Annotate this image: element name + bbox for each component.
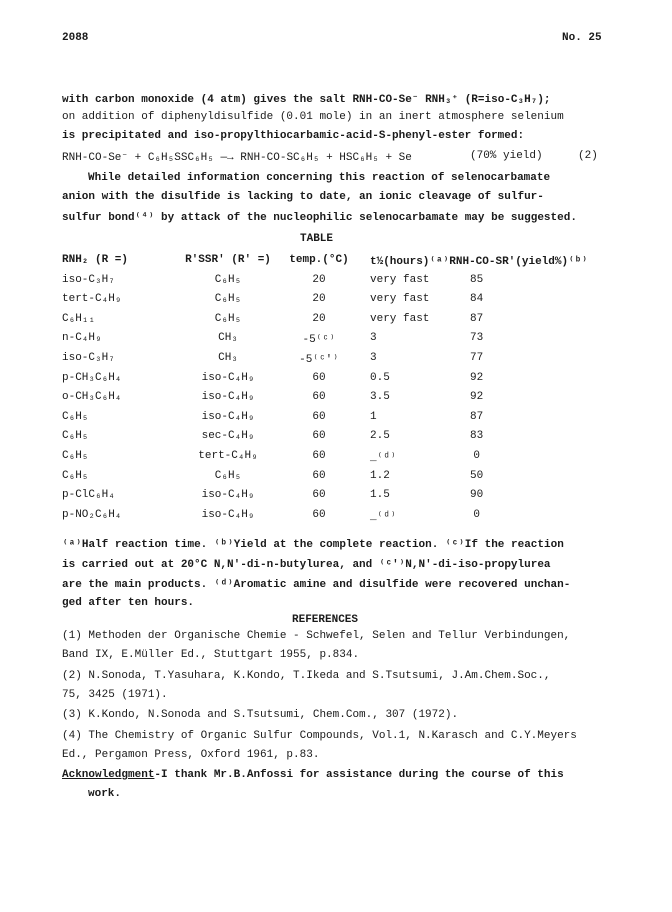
reference-1b: Band IX, E.Müller Ed., Stuttgart 1955, p.834. bbox=[62, 649, 360, 661]
equation-yield: (70% yield) bbox=[470, 150, 543, 162]
cell-disulfide: C₆H₅ bbox=[214, 469, 242, 482]
cell-amine: tert-C₄H₉ bbox=[62, 293, 122, 306]
cell-disulfide: tert-C₄H₉ bbox=[198, 449, 258, 462]
table-row bbox=[62, 509, 622, 529]
reference-4b: Ed., Pergamon Press, Oxford 1961, p.83. bbox=[62, 749, 320, 761]
issue-number: No. 25 bbox=[562, 32, 602, 44]
cell-half-time: very fast bbox=[370, 312, 430, 325]
paragraph-line-1: While detailed information concerning this reaction of selenocarbamate bbox=[88, 172, 551, 184]
cell-half-time: 1.2 bbox=[370, 469, 390, 482]
header-yield: RNH-CO-SR'(yield%)⁽ᵇ⁾ bbox=[449, 256, 588, 268]
intro-line-2: on addition of diphenyldisulfide (0.01 mole) in an inert atmosphere selenium bbox=[62, 111, 564, 123]
cell-amine: p-CH₃C₆H₄ bbox=[62, 371, 122, 384]
cell-half-time: very fast bbox=[370, 293, 430, 306]
cell-disulfide: iso-C₄H₉ bbox=[201, 371, 255, 384]
paragraph-line-2: anion with the disulfide is lacking to date, an ionic cleavage of sulfur- bbox=[62, 191, 544, 203]
table-row bbox=[62, 450, 622, 470]
cell-temp: 60 bbox=[312, 489, 326, 502]
cell-disulfide: sec-C₄H₉ bbox=[201, 430, 255, 443]
table-header-row bbox=[62, 254, 622, 274]
table-row bbox=[62, 274, 622, 294]
cell-temp: 20 bbox=[312, 312, 326, 325]
cell-temp: 60 bbox=[312, 469, 326, 482]
cell-yield: 87 bbox=[470, 410, 484, 423]
cell-half-time: very fast bbox=[370, 273, 430, 286]
cell-yield: 92 bbox=[470, 371, 484, 384]
cell-yield: 87 bbox=[470, 312, 484, 325]
cell-yield: 85 bbox=[470, 273, 484, 286]
results-table bbox=[62, 254, 622, 528]
cell-half-time: 3.5 bbox=[370, 391, 390, 404]
cell-yield: 92 bbox=[470, 391, 484, 404]
cell-temp: 20 bbox=[312, 273, 326, 286]
cell-amine: o-CH₃C₆H₄ bbox=[62, 391, 122, 404]
cell-yield: 73 bbox=[470, 332, 484, 345]
header-temp: temp.(°C) bbox=[289, 254, 349, 266]
cell-temp: 20 bbox=[312, 293, 326, 306]
header-disulfide: R'SSR' (R' =) bbox=[185, 254, 271, 266]
cell-amine: C₆H₅ bbox=[62, 469, 89, 482]
cell-half-time: _⁽ᵈ⁾ bbox=[370, 451, 397, 464]
cell-temp: -5⁽ᶜ'⁾ bbox=[299, 353, 339, 366]
table-row bbox=[62, 470, 622, 490]
acknowledgment-text: -I thank Mr.B.Anfossi for assistance during the course of this bbox=[154, 769, 564, 781]
table-title: TABLE bbox=[300, 233, 334, 245]
reference-2a: (2) N.Sonoda, T.Yasuhara, K.Kondo, T.Ikeda and S.Tsutsumi, J.Am.Chem.Soc., bbox=[62, 670, 551, 682]
cell-amine: C₆H₅ bbox=[62, 449, 89, 462]
cell-yield: 83 bbox=[470, 430, 484, 443]
paragraph-line-3: sulfur bond⁽⁴⁾ by attack of the nucleophilic selenocarbamate may be suggested. bbox=[62, 212, 577, 224]
footnote-line-3: are the main products. ⁽ᵈ⁾Aromatic amine and disulfide were recovered unchan- bbox=[62, 579, 571, 591]
cell-half-time: _⁽ᵈ⁾ bbox=[370, 510, 397, 523]
cell-yield: 84 bbox=[470, 293, 484, 306]
cell-temp: 60 bbox=[312, 410, 326, 423]
cell-disulfide: C₆H₅ bbox=[214, 293, 242, 306]
cell-disulfide: iso-C₄H₉ bbox=[201, 489, 255, 502]
cell-disulfide: C₆H₅ bbox=[214, 273, 242, 286]
table-row bbox=[62, 489, 622, 509]
acknowledgment bbox=[62, 769, 564, 781]
cell-temp: 60 bbox=[312, 449, 326, 462]
cell-temp: -5⁽ᶜ⁾ bbox=[302, 334, 336, 347]
reference-3: (3) K.Kondo, N.Sonoda and S.Tsutsumi, Chem.Com., 307 (1972). bbox=[62, 709, 459, 721]
equation-number: (2) bbox=[578, 150, 598, 162]
cell-temp: 60 bbox=[312, 391, 326, 404]
equation: RNH-CO-Se⁻ + C₆H₅SSC₆H₅ —→ RNH-CO-SC₆H₅ + HSC₆H₅ + Se bbox=[62, 152, 412, 164]
reference-1a: (1) Methoden der Organische Chemie - Schwefel, Selen and Tellur Verbindungen, bbox=[62, 630, 571, 642]
cell-amine: p-ClC₆H₄ bbox=[62, 489, 115, 502]
cell-yield: 0 bbox=[473, 508, 480, 521]
cell-disulfide: C₆H₅ bbox=[214, 312, 242, 325]
cell-disulfide: iso-C₄H₉ bbox=[201, 410, 255, 423]
table-row bbox=[62, 372, 622, 392]
cell-disulfide: iso-C₄H₉ bbox=[201, 391, 255, 404]
table-row bbox=[62, 313, 622, 333]
table-row bbox=[62, 332, 622, 352]
cell-half-time: 3 bbox=[370, 332, 377, 345]
cell-half-time: 1 bbox=[370, 410, 377, 423]
cell-half-time: 0.5 bbox=[370, 371, 390, 384]
table-row bbox=[62, 293, 622, 313]
reference-4a: (4) The Chemistry of Organic Sulfur Compounds, Vol.1, N.Karasch and C.Y.Meyers bbox=[62, 730, 577, 742]
footnote-line-4: ged after ten hours. bbox=[62, 597, 195, 609]
intro-line-1: with carbon monoxide (4 atm) gives the salt RNH-CO-Se⁻ RNH₃⁺ (R=iso-C₃H₇); bbox=[62, 94, 551, 106]
acknowledgment-label: Acknowledgment bbox=[62, 769, 155, 781]
header-half-time: t½(hours)⁽ᵃ⁾ bbox=[370, 256, 450, 268]
footnote-line-2: is carried out at 20°C N,N'-di-n-butylurea, and ⁽ᶜ'⁾N,N'-di-iso-propylurea bbox=[62, 559, 551, 571]
cell-disulfide: CH₃ bbox=[218, 332, 238, 345]
header-amine: RNH₂ (R =) bbox=[62, 254, 129, 266]
cell-amine: iso-C₃H₇ bbox=[62, 351, 115, 364]
table-row bbox=[62, 411, 622, 431]
cell-amine: p-NO₂C₆H₄ bbox=[62, 508, 122, 521]
cell-amine: n-C₄H₉ bbox=[62, 332, 102, 345]
cell-amine: C₆H₅ bbox=[62, 410, 89, 423]
cell-amine: C₆H₁₁ bbox=[62, 312, 96, 325]
cell-half-time: 2.5 bbox=[370, 430, 390, 443]
cell-disulfide: iso-C₄H₉ bbox=[201, 508, 255, 521]
cell-amine: C₆H₅ bbox=[62, 430, 89, 443]
cell-temp: 60 bbox=[312, 430, 326, 443]
cell-half-time: 3 bbox=[370, 351, 377, 364]
table-row bbox=[62, 430, 622, 450]
cell-yield: 90 bbox=[470, 489, 484, 502]
table-row bbox=[62, 352, 622, 372]
cell-temp: 60 bbox=[312, 371, 326, 384]
acknowledgment-line-2: work. bbox=[88, 788, 122, 800]
references-title: REFERENCES bbox=[292, 614, 359, 626]
cell-yield: 50 bbox=[470, 469, 484, 482]
page-number: 2088 bbox=[62, 32, 89, 44]
table-row bbox=[62, 391, 622, 411]
cell-disulfide: CH₃ bbox=[218, 351, 238, 364]
cell-half-time: 1.5 bbox=[370, 489, 390, 502]
reference-2b: 75, 3425 (1971). bbox=[62, 689, 168, 701]
cell-yield: 77 bbox=[470, 351, 484, 364]
intro-line-3: is precipitated and iso-propylthiocarbamic-acid-S-phenyl-ester formed: bbox=[62, 130, 525, 142]
footnote-line-1: ⁽ᵃ⁾Half reaction time. ⁽ᵇ⁾Yield at the complete reaction. ⁽ᶜ⁾If the reaction bbox=[62, 539, 564, 551]
cell-amine: iso-C₃H₇ bbox=[62, 273, 115, 286]
cell-yield: 0 bbox=[473, 449, 480, 462]
cell-temp: 60 bbox=[312, 508, 326, 521]
